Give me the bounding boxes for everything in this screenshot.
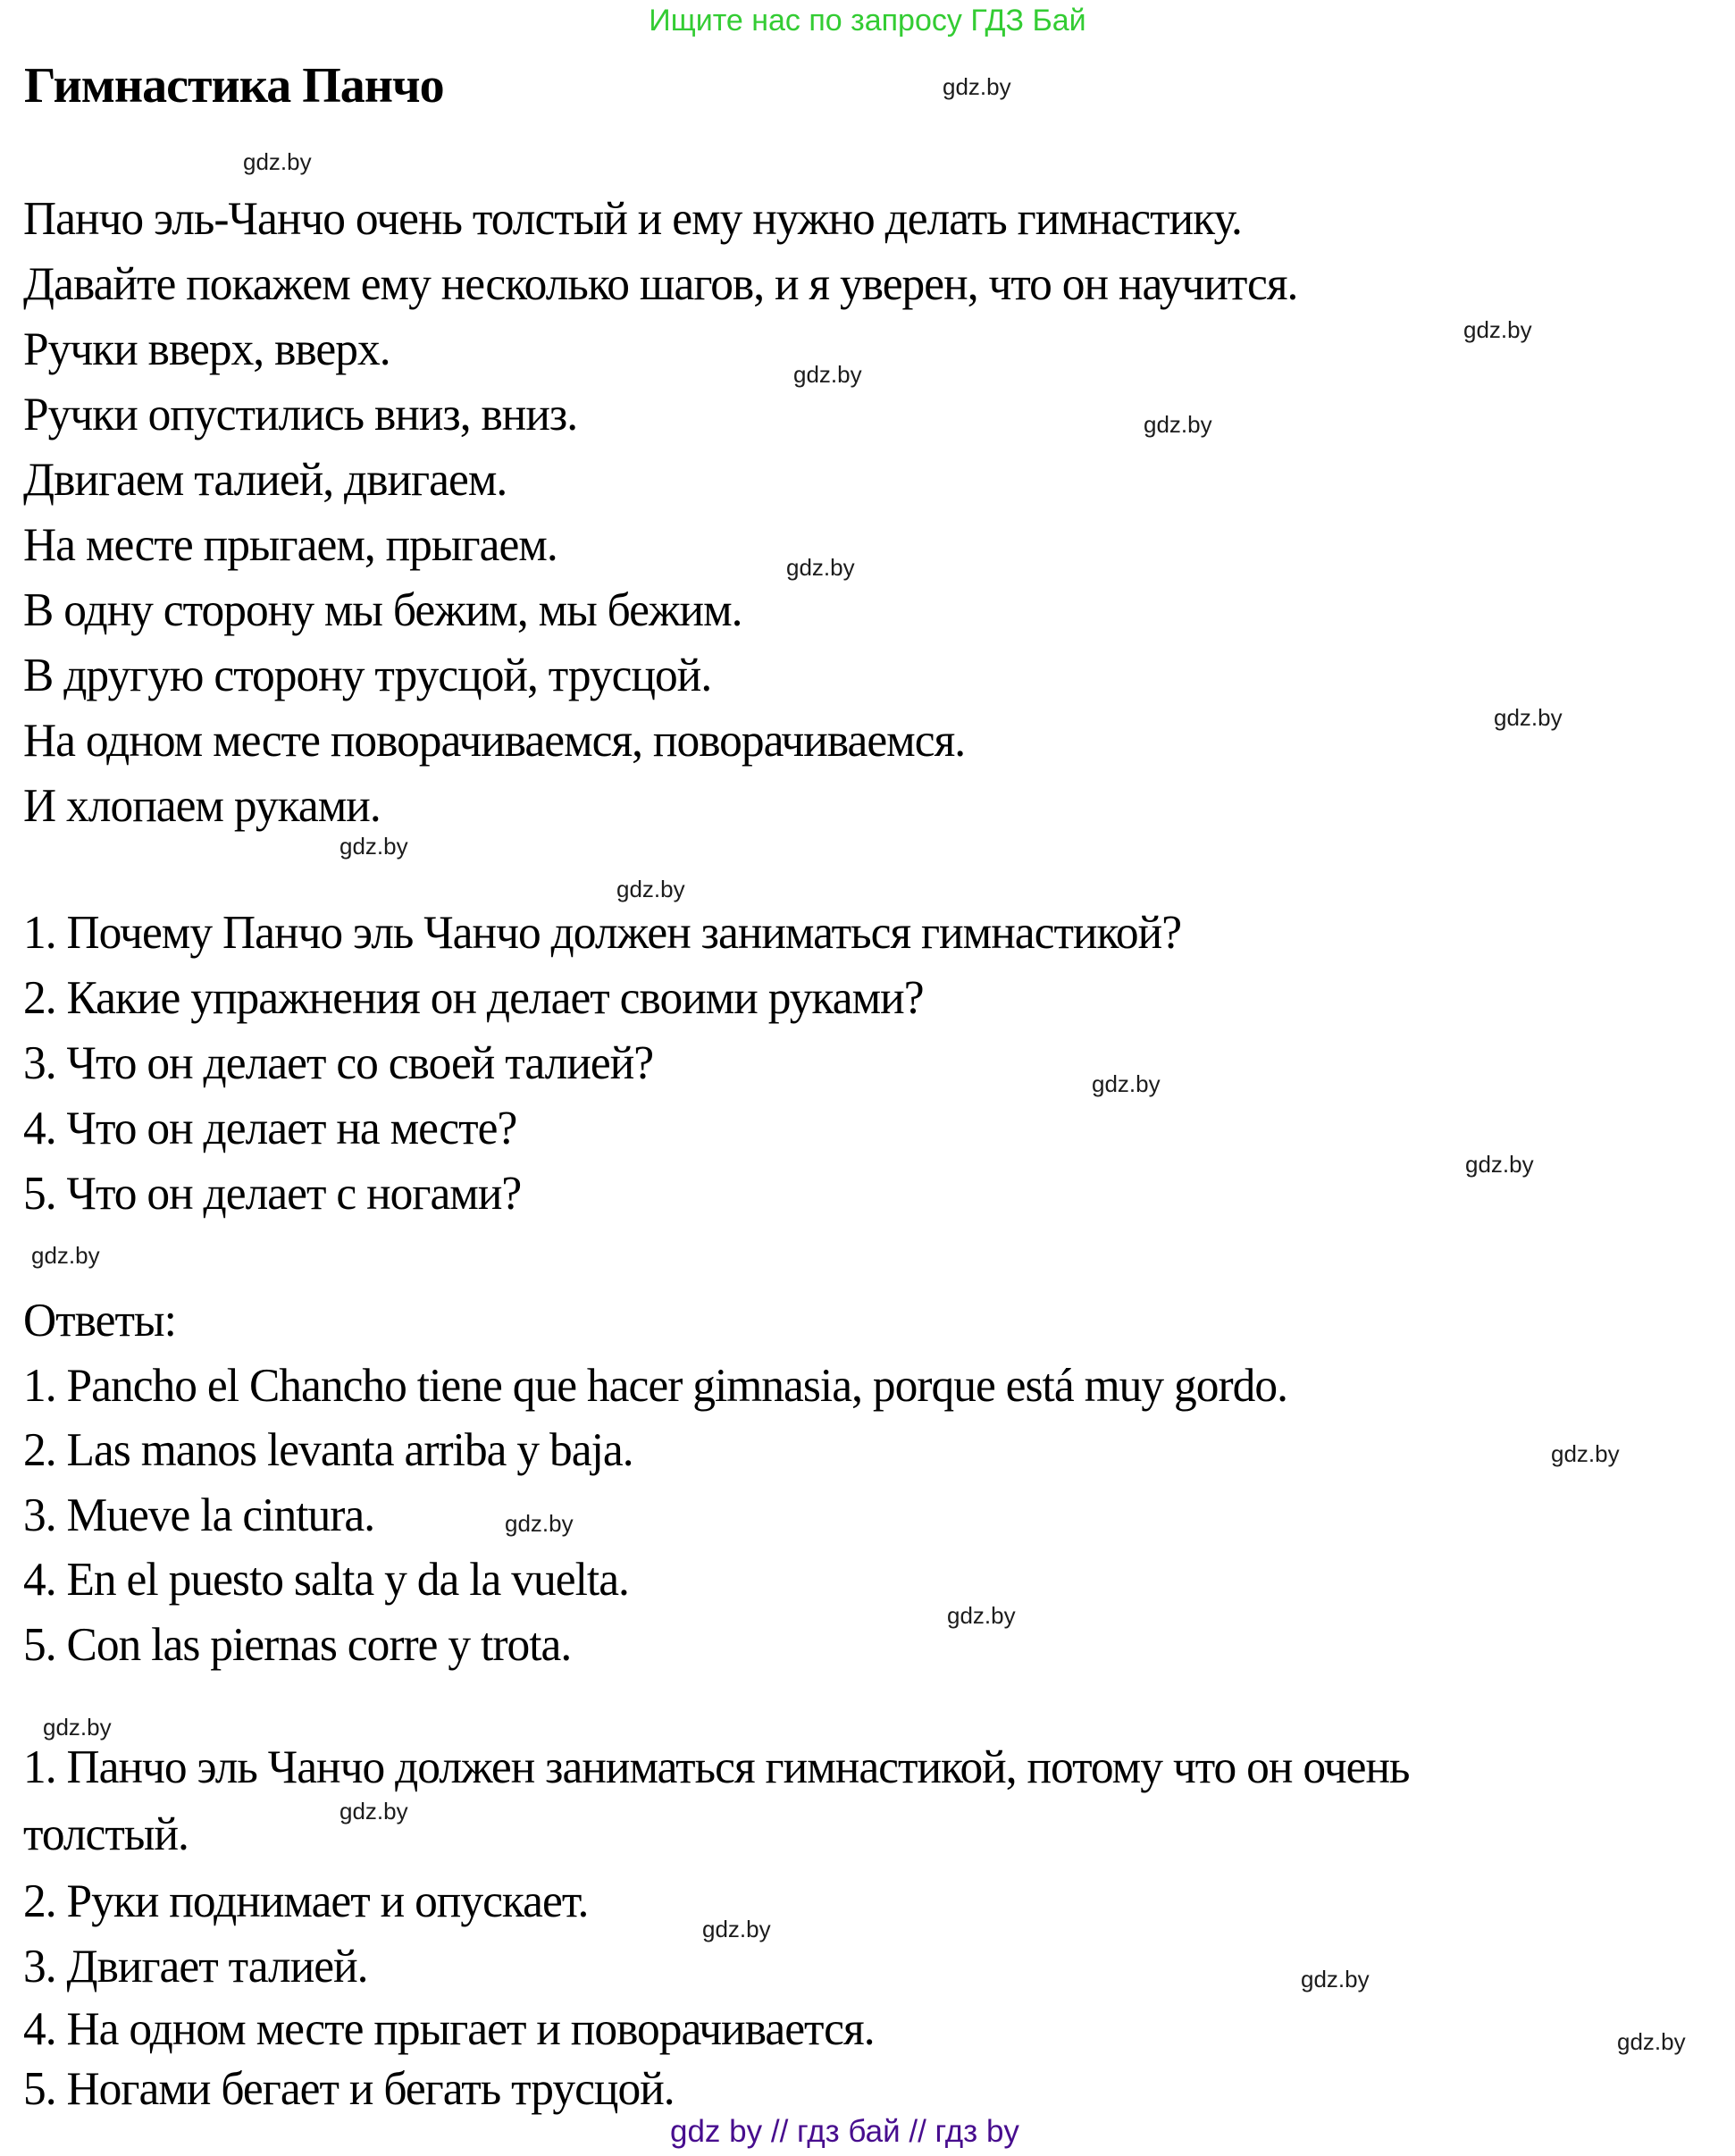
question-item: 5. Что он делает с ногами? bbox=[23, 1168, 522, 1220]
answer-es-item: 2. Las manos levanta arriba y baja. bbox=[23, 1424, 633, 1476]
poem-line: Двигаем талией, двигаем. bbox=[23, 454, 507, 506]
answer-ru-item: толстый. bbox=[23, 1808, 189, 1860]
answer-es-item: 5. Con las piernas corre y trota. bbox=[23, 1619, 572, 1671]
poem-line: В другую сторону трусцой, трусцой. bbox=[23, 650, 712, 701]
answer-es-item: 1. Pancho el Chancho tiene que hacer gimnasia, porque está muy gordo. bbox=[23, 1360, 1287, 1412]
poem-line: Панчо эль-Чанчо очень толстый и ему нужно делать гимнастику. bbox=[23, 193, 1242, 245]
gdzby-watermark: gdz.by bbox=[243, 148, 312, 175]
answer-ru-item: 5. Ногами бегает и бегать трусцой. bbox=[23, 2063, 675, 2115]
gdzby-watermark: gdz.by bbox=[1463, 316, 1532, 343]
gdzby-watermark: gdz.by bbox=[31, 1242, 100, 1269]
gdzby-watermark: gdz.by bbox=[1301, 1966, 1370, 1992]
answer-ru-item: 2. Руки поднимает и опускает. bbox=[23, 1875, 589, 1927]
gdzby-watermark: gdz.by bbox=[43, 1714, 112, 1741]
question-item: 2. Какие упражнения он делает своими руками? bbox=[23, 972, 924, 1024]
promo-banner: Ищите нас по запросу ГДЗ Бай bbox=[649, 4, 1086, 38]
answer-ru-item: 4. На одном месте прыгает и поворачивается. bbox=[23, 2003, 875, 2055]
gdzby-watermark: gdz.by bbox=[1465, 1151, 1534, 1178]
poem-line: На месте прыгаем, прыгаем. bbox=[23, 519, 557, 571]
poem-line: В одну сторону мы бежим, мы бежим. bbox=[23, 584, 742, 636]
gdzby-watermark: gdz.by bbox=[943, 73, 1011, 100]
poem-line: Ручки вверх, вверх. bbox=[23, 323, 390, 375]
question-item: 1. Почему Панчо эль Чанчо должен заниматься гимнастикой? bbox=[23, 907, 1182, 959]
gdzby-watermark: gdz.by bbox=[793, 361, 862, 388]
gdzby-watermark: gdz.by bbox=[505, 1510, 574, 1537]
gdzby-watermark: gdz.by bbox=[1617, 2028, 1686, 2055]
answer-es-item: 4. En el puesto salta y da la vuelta. bbox=[23, 1554, 629, 1606]
poem-line: Давайте покажем ему несколько шагов, и я уверен, что он научится. bbox=[23, 258, 1298, 310]
page-title: Гимнастика Панчо bbox=[24, 58, 444, 113]
gdzby-watermark: gdz.by bbox=[1144, 411, 1212, 438]
gdzby-watermark: gdz.by bbox=[339, 1798, 408, 1825]
gdzby-watermark: gdz.by bbox=[786, 554, 855, 581]
poem-line: На одном месте поворачиваемся, поворачиваемся. bbox=[23, 715, 966, 767]
gdzby-watermark: gdz.by bbox=[1494, 704, 1563, 731]
poem-line: И хлопаем руками. bbox=[23, 780, 381, 832]
footer-links: gdz by // гдз бай // гдз by bbox=[670, 2114, 1019, 2149]
answers-heading: Ответы: bbox=[23, 1295, 176, 1346]
gdzby-watermark: gdz.by bbox=[1092, 1070, 1161, 1097]
gdzby-watermark: gdz.by bbox=[702, 1916, 771, 1942]
question-item: 4. Что он делает на месте? bbox=[23, 1103, 517, 1154]
gdzby-watermark: gdz.by bbox=[947, 1602, 1016, 1629]
answer-ru-item: 3. Двигает талией. bbox=[23, 1941, 368, 1992]
poem-line: Ручки опустились вниз, вниз. bbox=[23, 389, 578, 440]
gdzby-watermark: gdz.by bbox=[339, 833, 408, 860]
answer-ru-item: 1. Панчо эль Чанчо должен заниматься гимнастикой, потому что он очень bbox=[23, 1741, 1410, 1793]
gdzby-watermark: gdz.by bbox=[1551, 1440, 1620, 1467]
answer-es-item: 3. Mueve la cintura. bbox=[23, 1489, 375, 1541]
question-item: 3. Что он делает со своей талией? bbox=[23, 1037, 654, 1089]
gdzby-watermark: gdz.by bbox=[616, 876, 685, 902]
